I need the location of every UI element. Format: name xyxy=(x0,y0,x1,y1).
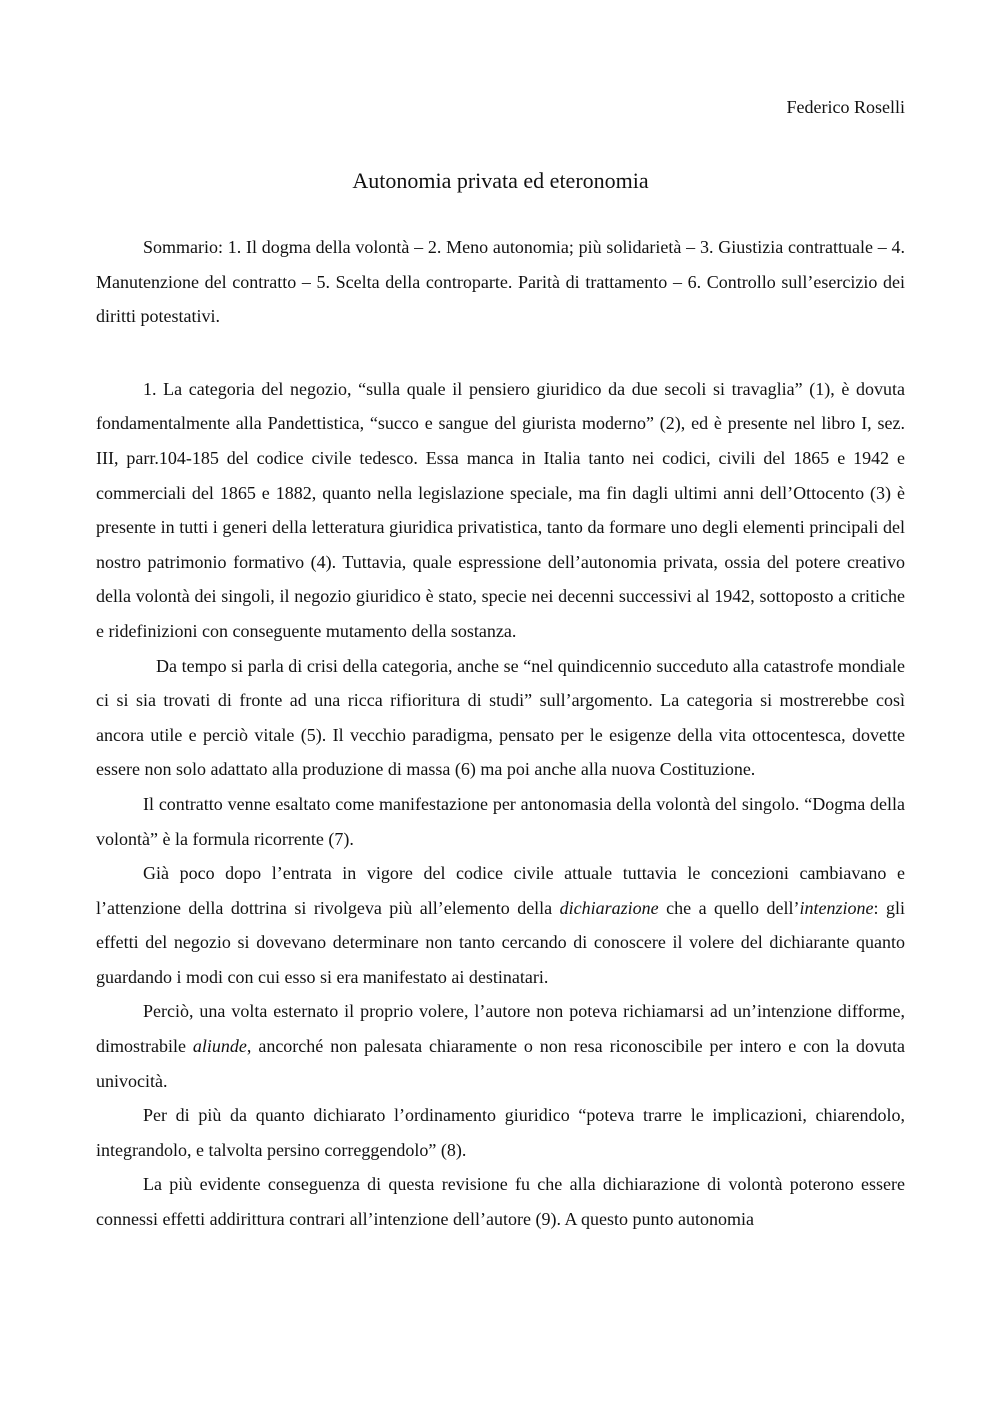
paragraph-5 xyxy=(96,994,905,1098)
author-name: Federico Roselli xyxy=(786,97,905,117)
document-page xyxy=(96,90,905,1237)
document-title: Autonomia privata ed eteronomia xyxy=(352,168,649,193)
paragraph-4-text-a: Già poco dopo l’entrata in vigore del codice civile attuale tuttavia le concezioni cambiavano e l’attenzione della dottrina si rivolgeva più all’elemento della xyxy=(96,863,905,918)
paragraph-5-emphasis-aliunde: aliunde xyxy=(192,1036,247,1057)
paragraph-5-text-b: , ancorché non palesata chiaramente o non resa riconoscibile per intero e con la dovuta univocità. xyxy=(96,1036,906,1091)
summary-paragraph: Sommario: 1. Il dogma della volontà – 2. Meno autonomia; più solidarietà – 3. Giustizia contrattuale – 4. Manutenzione del contratto – 5. Scelta della controparte. Parità di trattamento – 6. Controllo sull’esercizio dei diritti potestativi. xyxy=(96,237,905,327)
paragraph-2: Da tempo si parla di crisi della categoria, anche se “nel quindicennio succeduto alla catastrofe mondiale ci si sia trovati di fronte ad una ricca rifioritura di studi” sull’argomento. La categoria si mostrerebbe così ancora utile e perciò vitale (5). Il vecchio paradigma, pensato per le esigenze della vita ottocentesca, dovette essere non solo adattato alla produzione di massa (6) ma poi anche alla nuova Costituzione. xyxy=(96,655,905,780)
paragraph-4-text-b: che a quello dell’ xyxy=(658,897,800,918)
paragraph-3: Il contratto venne esaltato come manifestazione per antonomasia della volontà del singolo. “Dogma della volontà” è la formula ricorrente (7). xyxy=(96,793,905,849)
paragraph-4-emphasis-dichiarazione: dichiarazione xyxy=(559,897,659,918)
paragraph-4-emphasis-intenzione: intenzione xyxy=(799,897,874,918)
paragraph-7: La più evidente conseguenza di questa revisione fu che alla dichiarazione di volontà poterono essere connessi effetti addirittura contrari all’intenzione dell’autore (9). A questo punto autonomia xyxy=(96,1174,905,1230)
paragraph-4-text-c: : gli effetti del negozio si dovevano determinare non tanto cercando di conoscere il volere del dichiarante quanto guardando i modi con cui esso si era manifestato ai destinatari. xyxy=(96,897,905,987)
paragraph-6: Per di più da quanto dichiarato l’ordinamento giuridico “poteva trarre le implicazioni, chiarendolo, integrandolo, e talvolta persino correggendolo” (8). xyxy=(96,1105,905,1160)
paragraph-4 xyxy=(96,856,905,994)
paragraph-5-text-a: Perciò, una volta esternato il proprio volere, l’autore non poteva richiamarsi ad un’intenzione difforme, dimostrabile xyxy=(96,1001,905,1057)
paragraph-1: 1. La categoria del negozio, “sulla quale il pensiero giuridico da due secoli si travaglia” (1), è dovuta fondamentalmente alla Pandettistica, “succo e sangue del giurista moderno” (2), ed è presente nel libro I, sez. III, parr.104-185 del codice civile tedesco. Essa manca in Italia tanto nei codici, civili del 1865 e 1942 e commerciali del 1865 e 1882, quanto nella legislazione speciale, ma fin dagli ultimi anni dell’Ottocento (3) è presente in tutti i generi della letteratura giuridica privatistica, tanto da formare uno degli elementi principali del nostro patrimonio formativo (4). Tuttavia, quale espressione dell’autonomia privata, ossia del potere creativo della volontà dei singoli, il negozio giuridico è stato, specie nei decenni successivi al 1942, sottoposto a critiche e ridefinizioni con conseguente mutamento della sostanza. xyxy=(96,378,905,641)
